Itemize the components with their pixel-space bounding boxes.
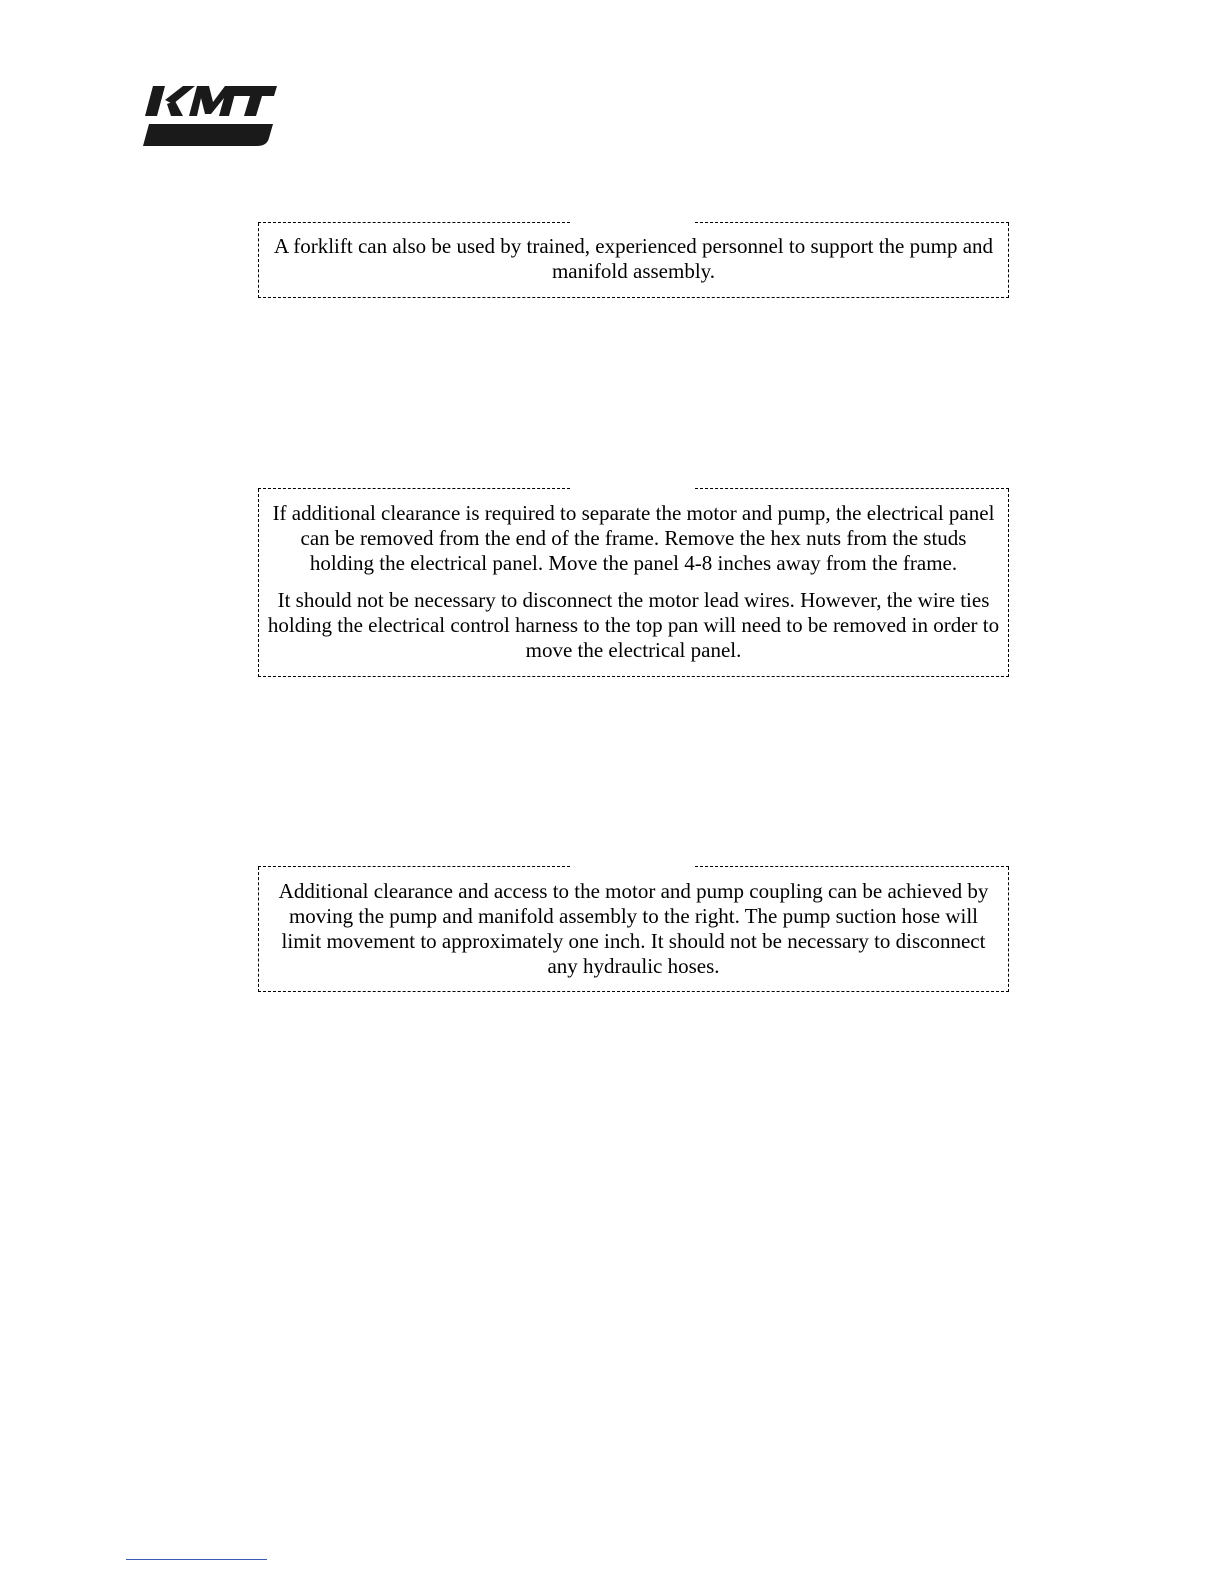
note-top-border-right (695, 222, 1009, 223)
note-paragraph: If additional clearance is required to separate the motor and pump, the electrical panel can be removed from the end of the frame. Remove the hex nuts from the studs holding the electrical panel. Move the panel 4-8 inches away from the frame. (272, 501, 995, 575)
footer-rule (126, 1559, 267, 1560)
note-top-border-left (258, 222, 570, 223)
note-top-border-left (258, 866, 570, 867)
kmt-logo (143, 84, 277, 148)
note-paragraph: Additional clearance and access to the motor and pump coupling can be achieved by moving the pump and manifold assembly to the right. The pump suction hose will limit movement to approximately one inch. It should not be necessary to disconnect any hydraulic hoses. (278, 879, 989, 978)
note-paragraph: It should not be necessary to disconnect the motor lead wires. However, the wire ties holding the electrical control harness to the top pan will need to be removed in order to move the electrical panel. (267, 588, 1000, 662)
note-pump-coupling (258, 867, 1009, 992)
note-paragraph: A forklift can also be used by trained, experienced personnel to support the pump and manifold assembly. (273, 234, 994, 283)
note-top-border-right (695, 488, 1009, 489)
note-electrical-panel (258, 489, 1009, 677)
note-top-border-right (695, 866, 1009, 867)
note-forklift (258, 223, 1009, 298)
note-top-border-left (258, 488, 570, 489)
